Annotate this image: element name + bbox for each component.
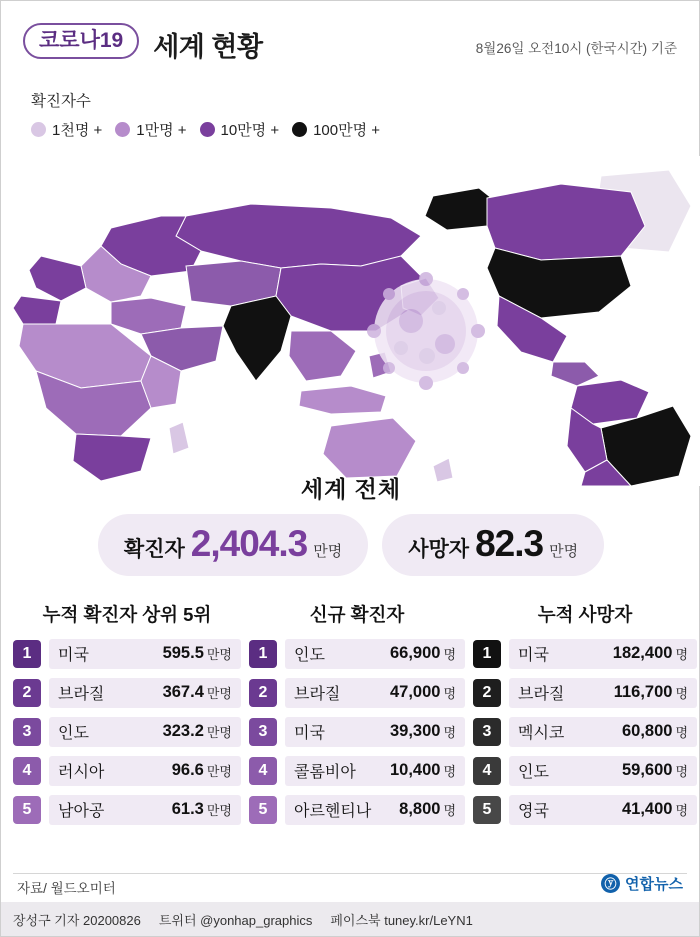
map-region-west-europe <box>29 256 86 301</box>
table-row <box>13 715 241 748</box>
rank-value: 182,400 <box>612 644 673 662</box>
rank-unit: 명 <box>675 686 688 701</box>
table-row <box>13 637 241 670</box>
credit-bar <box>1 902 699 936</box>
legend-swatch-icon <box>292 122 307 137</box>
credit-facebook: 페이스북 tuney.kr/LeYN1 <box>330 912 473 928</box>
rank-body <box>49 795 241 825</box>
world-map-svg <box>1 156 700 486</box>
rank-number: 1 <box>473 640 501 668</box>
rank-unit: 만명 <box>206 803 232 818</box>
rank-number: 1 <box>249 640 277 668</box>
rank-body <box>509 717 697 747</box>
rank-country: 브라질 <box>58 686 105 703</box>
rank-value: 595.5 <box>162 644 204 662</box>
footer-divider <box>13 873 687 874</box>
stat-deaths <box>382 514 604 576</box>
rank-unit: 만명 <box>206 764 232 779</box>
legend-item-label: 1천명 + <box>52 122 103 139</box>
yonhap-mark-icon: ⓨ <box>601 874 620 893</box>
rank-country: 브라질 <box>294 686 341 703</box>
map-region-central-america <box>551 362 599 386</box>
table-row <box>473 715 697 748</box>
table-row <box>249 676 465 709</box>
legend-item <box>31 119 102 140</box>
legend-swatch-icon <box>31 122 46 137</box>
rank-body <box>285 717 465 747</box>
rank-number: 5 <box>13 796 41 824</box>
rank-body <box>49 678 241 708</box>
column-title: 누적 사망자 <box>537 604 633 625</box>
rank-number: 4 <box>13 757 41 785</box>
legend-swatch-icon <box>200 122 215 137</box>
rank-number: 4 <box>249 757 277 785</box>
rank-body <box>285 639 465 669</box>
rank-body <box>285 678 465 708</box>
map-region-indonesia <box>299 386 386 414</box>
header <box>1 1 699 79</box>
rank-unit: 명 <box>443 647 456 662</box>
table-row <box>13 754 241 787</box>
table-row <box>249 637 465 670</box>
map-region-spain <box>13 296 61 324</box>
rank-unit: 명 <box>443 686 456 701</box>
table-row <box>249 715 465 748</box>
rank-unit: 만명 <box>206 647 232 662</box>
rank-country: 미국 <box>294 725 325 742</box>
rank-value: 8,800 <box>399 800 441 818</box>
rank-number: 2 <box>249 679 277 707</box>
rank-unit: 명 <box>443 803 456 818</box>
legend-item <box>200 119 280 140</box>
page-title: 세계 현황 <box>153 32 263 62</box>
rank-unit: 명 <box>675 764 688 779</box>
table-row <box>249 793 465 826</box>
rank-body <box>509 639 697 669</box>
rank-unit: 명 <box>443 725 456 740</box>
legend-items <box>31 119 380 140</box>
rank-unit: 만명 <box>206 686 232 701</box>
rank-country: 인도 <box>58 725 89 742</box>
covid-badge: 코로나19 <box>23 23 139 59</box>
rank-body <box>49 639 241 669</box>
map-region-russia <box>176 204 421 268</box>
map-region-india <box>223 296 291 381</box>
rank-body <box>509 678 697 708</box>
stat-deaths-label: 사망자 <box>408 538 470 561</box>
table-row <box>249 754 465 787</box>
credit-reporter: 장성구 기자 20200826 <box>13 912 141 928</box>
rank-country: 미국 <box>518 647 549 664</box>
rank-value: 39,300 <box>389 722 441 740</box>
stat-deaths-unit: 만명 <box>549 543 579 560</box>
table-cumulative-deaths <box>473 601 697 832</box>
rank-body <box>49 756 241 786</box>
rank-number: 5 <box>473 796 501 824</box>
rank-body <box>509 756 697 786</box>
table-cumulative-confirmed <box>13 601 241 832</box>
rank-unit: 명 <box>675 725 688 740</box>
rank-value: 116,700 <box>613 683 673 701</box>
world-total-title: 세계 전체 <box>300 476 402 502</box>
rank-unit: 명 <box>675 803 688 818</box>
rank-value: 323.2 <box>162 722 204 740</box>
rank-number: 3 <box>473 718 501 746</box>
stat-confirmed-label: 확진자 <box>123 538 185 561</box>
stat-confirmed <box>98 514 368 576</box>
legend-item-label: 10만명 + <box>220 122 280 139</box>
table-new-confirmed <box>249 601 465 832</box>
rank-country: 인도 <box>518 764 549 781</box>
rank-value: 47,000 <box>389 683 441 701</box>
legend-title: 확진자수 <box>31 93 91 110</box>
brand-name: 연합뉴스 <box>625 876 683 893</box>
rank-country: 영국 <box>518 803 549 820</box>
table-row <box>13 793 241 826</box>
table-row <box>473 676 697 709</box>
legend-item <box>292 119 380 140</box>
legend <box>31 89 380 140</box>
credit-twitter: 트위터 @yonhap_graphics <box>158 912 313 928</box>
rank-number: 5 <box>249 796 277 824</box>
map-region-madagascar <box>169 422 189 454</box>
rank-value: 96.6 <box>171 761 204 779</box>
legend-item <box>115 119 186 140</box>
rank-value: 59,600 <box>621 761 673 779</box>
world-total-panel <box>1 471 700 576</box>
rank-country: 남아공 <box>58 803 105 820</box>
rank-country: 미국 <box>58 647 89 664</box>
table-row <box>473 793 697 826</box>
rank-country: 아르헨티나 <box>294 803 372 820</box>
rank-value: 41,400 <box>621 800 673 818</box>
world-total-stats <box>1 514 700 576</box>
rank-number: 3 <box>249 718 277 746</box>
rank-tables <box>1 601 700 832</box>
rank-number: 1 <box>13 640 41 668</box>
legend-item-label: 1만명 + <box>136 122 187 139</box>
legend-item-label: 100만명 + <box>313 122 381 139</box>
map-region-canada <box>487 184 645 260</box>
rank-number: 2 <box>473 679 501 707</box>
header-date: 8월26일 오전10시 (한국시간) 기준 <box>475 41 677 56</box>
rank-unit: 명 <box>675 647 688 662</box>
rank-body <box>285 756 465 786</box>
rank-body <box>509 795 697 825</box>
map-region-australia <box>323 418 416 478</box>
rank-unit: 만명 <box>206 725 232 740</box>
rank-body <box>285 795 465 825</box>
column-title: 누적 확진자 상위 5위 <box>42 604 212 625</box>
rank-number: 4 <box>473 757 501 785</box>
table-row <box>473 637 697 670</box>
stat-confirmed-unit: 만명 <box>313 543 343 560</box>
rank-value: 60,800 <box>621 722 673 740</box>
rank-value: 61.3 <box>171 800 204 818</box>
rank-country: 콜롬비아 <box>294 764 356 781</box>
column-title: 신규 확진자 <box>309 604 405 625</box>
legend-swatch-icon <box>115 122 130 137</box>
source-note: 자료/ 월드오미터 <box>17 881 116 896</box>
table-row <box>13 676 241 709</box>
rank-body <box>49 717 241 747</box>
rank-value: 66,900 <box>389 644 441 662</box>
table-row <box>473 754 697 787</box>
rank-country: 브라질 <box>518 686 565 703</box>
rank-unit: 명 <box>443 764 456 779</box>
world-map <box>1 156 700 486</box>
rank-value: 10,400 <box>389 761 441 779</box>
rank-number: 2 <box>13 679 41 707</box>
rank-country: 러시아 <box>58 764 105 781</box>
rank-country: 멕시코 <box>518 725 565 742</box>
brand-logo <box>601 873 683 894</box>
rank-value: 367.4 <box>162 683 204 701</box>
map-region-southeast-asia <box>289 331 356 381</box>
rank-country: 인도 <box>294 647 325 664</box>
stat-confirmed-value: 2,404.3 <box>190 523 308 564</box>
rank-number: 3 <box>13 718 41 746</box>
stat-deaths-value: 82.3 <box>475 523 544 564</box>
